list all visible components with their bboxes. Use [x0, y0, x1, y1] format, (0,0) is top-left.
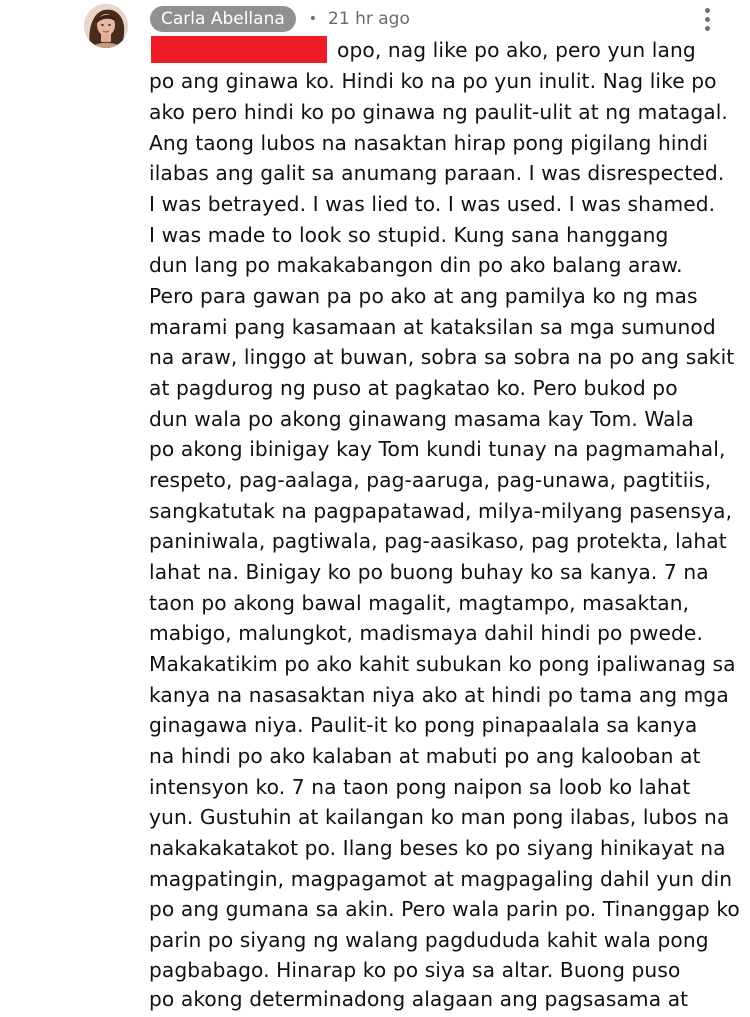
comment-line: at pagdurog ng puso at pagkatao ko. Pero bukod po — [149, 376, 678, 400]
comment-line: intensyon ko. 7 na taon pong naipon sa loob ko lahat — [149, 775, 691, 799]
comment-line: respeto, pag-aalaga, pag-aaruga, pag-unawa, pagtitiis, — [149, 468, 712, 492]
comment-line: dun lang po makakabangon din po ako balang araw. — [149, 253, 683, 277]
comment-line: lahat na. Binigay ko po buong buhay ko sa kanya. 7 na — [149, 560, 709, 584]
comment-line: parin po siyang ng walang pagdududa kahit wala pong — [149, 928, 709, 952]
comment-line: mabigo, malungkot, madismaya dahil hindi po pwede. — [149, 621, 703, 645]
comment-line: marami pang kasamaan at kataksilan sa mga sumunod — [149, 315, 716, 339]
comment-line: pagbabago. Hinarap ko po siya sa altar. Buong puso — [149, 958, 681, 982]
comment-line: paniniwala, pagtiwala, pag-aasikaso, pag protekta, lahat — [149, 529, 727, 553]
timestamp: 21 hr ago — [328, 9, 410, 29]
comment-line: magpatingin, magpagamot at magpagaling dahil yun din — [149, 867, 733, 891]
comment-line: Ang taong lubos na nasaktan hirap pong pigilang hindi — [149, 131, 709, 155]
comment-line: I was betrayed. I was lied to. I was used. I was shamed. — [149, 192, 716, 216]
comment-line: opo, nag like po ako, pero yun lang — [337, 38, 696, 62]
author-name[interactable]: Carla Abellana — [150, 6, 296, 32]
comment-line: Pero para gawan pa po ako at ang pamilya ko ng mas — [149, 284, 698, 308]
comment-line: po ang gumana sa akin. Pero wala parin po. Tinanggap ko — [149, 897, 740, 921]
comment-line: sangkatutak na pagpapatawad, milya-milyang pasensya, — [149, 499, 733, 523]
separator-dot: • — [308, 11, 318, 27]
comment-line: na araw, linggo at buwan, sobra sa sobra na po ang sakit — [149, 345, 735, 369]
comment-line: I was made to look so stupid. Kung sana hanggang — [149, 223, 669, 247]
comment-line: po akong determinadong alagaan ang pagsasama at — [149, 987, 689, 1011]
comment-line: ginagawa niya. Paulit-it ko pong pinapaalala sa kanya — [149, 713, 698, 737]
comment-line: nakakakatakot po. Ilang beses ko po siyang hinikayat na — [149, 836, 726, 860]
comment-line: ako pero hindi ko po ginawa ng paulit-ulit at ng matagal. — [149, 100, 728, 124]
comment-line: kanya na nasasaktan niya ako at hindi po tama ang mga — [149, 683, 729, 707]
comment-line: po ang ginawa ko. Hindi ko na po yun inulit. Nag like po — [149, 69, 717, 93]
comment-line: na hindi po ako kalaban at mabuti po ang kalooban at — [149, 744, 701, 768]
comment-line: ilabas ang galit sa anumang paraan. I was disrespected. — [149, 161, 725, 185]
comment-line: dun wala po akong ginawang masama kay Tom. Wala — [149, 407, 694, 431]
comment-line: yun. Gustuhin at kailangan ko man pong ilabas, lubos na — [149, 805, 730, 829]
comment-line: Makakatikim po ako kahit subukan ko pong ipaliwanag sa — [149, 652, 736, 676]
comment-line: taon po akong bawal magalit, magtampo, masaktan, — [149, 591, 690, 615]
comment-line: po akong ibinigay kay Tom kundi tunay na pagmamahal, — [149, 437, 726, 461]
